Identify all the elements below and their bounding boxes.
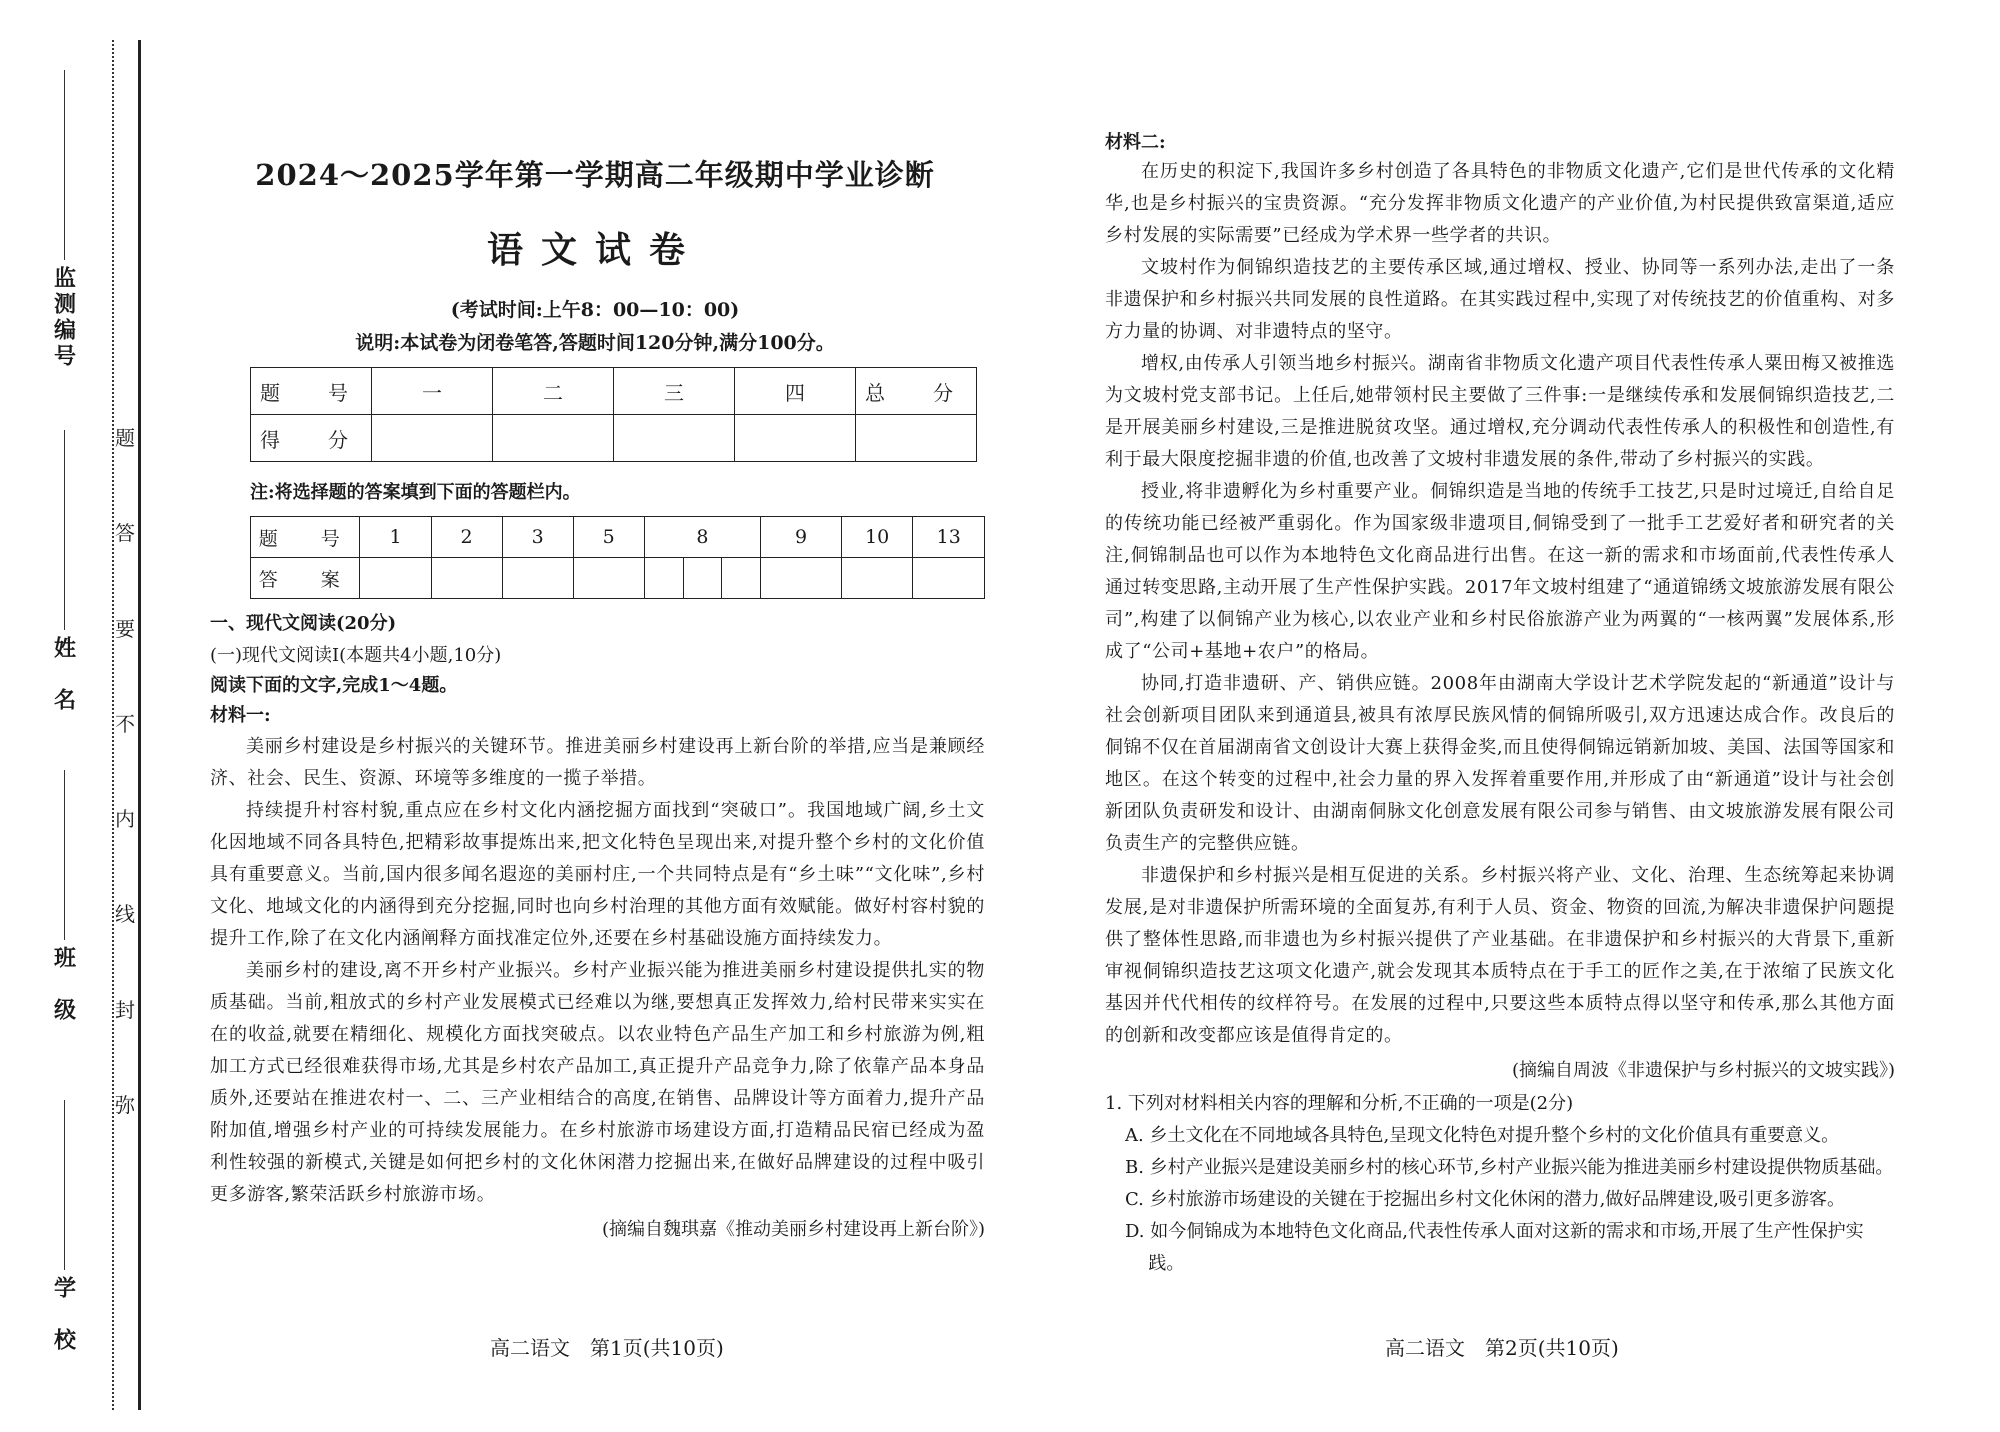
- score-input-cell[interactable]: [856, 415, 977, 462]
- warning-char: 内: [115, 801, 135, 834]
- subsection-heading: (一)现代文阅读Ⅰ(本题共4小题,10分): [210, 645, 502, 666]
- score-input-cell[interactable]: [372, 415, 493, 462]
- field-label: 学 校: [50, 1276, 77, 1354]
- paragraph: 在历史的积淀下,我国许多乡村创造了各具特色的非物质文化遗产,它们是世代传承的文化精华,也是乡村振兴的宝贵资源。“充分发挥非物质文化遗产的产业价值,为村民提供致富渠道,适应乡村发展的实际需要”已经成为学术界一些学者的共识。: [1105, 161, 1895, 246]
- score-input-cell[interactable]: [614, 415, 735, 462]
- field-label: 姓 名: [50, 636, 77, 714]
- question-1: 1. 下列对材料相关内容的理解和分析,不正确的一项是(2分): [1105, 1093, 1574, 1114]
- paragraph: 美丽乡村的建设,离不开乡村产业振兴。乡村产业振兴能为推进美丽乡村建设提供扎实的物质基础。当前,粗放式的乡村产业发展模式已经难以为继,要想真正发挥效力,给村民带来实实在在的收益,就要在精细化、规模化方面找突破点。以农业特色产品生产加工和乡村旅游为例,粗加工方式已经很难获得市场,尤其是乡村农产品加工,真正提升产品竞争力,除了依靠产品本身品质外,还要站在推进农村一、二、三产业相结合的高度,在销售、品牌设计等方面着力,提升产品附加值,增强乡村产业的可持续发展能力。在乡村旅游市场建设方面,打造精品民宿已经成为盈利性较强的新模式,关键是如何把乡村的文化休闲潜力挖掘出来,在做好品牌建设的过程中吸引更多游客,繁荣活跃乡村旅游市场。: [210, 960, 985, 1205]
- table-row: [251, 517, 985, 558]
- table-cell: 10: [841, 517, 912, 558]
- field-name: [44, 430, 84, 714]
- paragraph: 美丽乡村建设是乡村振兴的关键环节。推进美丽乡村建设再上新台阶的举措,应当是兼顾经济、社会、民生、资源、环境等多维度的一揽子举措。: [210, 736, 985, 789]
- material-label: 材料一:: [210, 705, 271, 726]
- section-heading: 一、现代文阅读(20分): [210, 613, 397, 634]
- paragraph: 协同,打造非遗研、产、销供应链。2008年由湖南大学设计艺术学院发起的“新通道”设计与社会创新项目团队来到通道县,被具有浓厚民族风情的侗锦所吸引,双方迅速达成合作。改良后的侗锦不仅在首届湖南省文创设计大赛上获得金奖,而且使得侗锦远销新加坡、美国、法国等国家和地区。在这个转变的过程中,社会力量的界入发挥着重要作用,并形成了由“新通道”设计与社会创新团队负责研发和设计、由湖南侗脉文化创意发展有限公司参与销售、由文坡旅游发展有限公司负责生产的完整供应链。: [1105, 673, 1895, 854]
- page-1: [205, 145, 985, 1241]
- binding-margin: [0, 0, 150, 1432]
- field-label: 监测编号: [50, 266, 77, 370]
- warning-char: 题: [115, 420, 135, 453]
- warning-char: 不: [115, 706, 135, 739]
- table-cell: 13: [913, 517, 985, 558]
- table-cell: 3: [502, 517, 573, 558]
- answer-input-cell[interactable]: [913, 558, 985, 599]
- answer-input-cell[interactable]: [360, 558, 431, 599]
- exam-time: (考试时间:上午8：00—10：00): [450, 299, 740, 321]
- instruction: 阅读下面的文字,完成1～4题。: [210, 675, 458, 696]
- table-cell: 二: [493, 368, 614, 415]
- source-citation: (摘编自周波《非遗保护与乡村振兴的文坡实践》): [1511, 1060, 1895, 1081]
- table-cell: 8: [644, 517, 760, 558]
- answer-input-cell[interactable]: [841, 558, 912, 599]
- answer-table: [250, 516, 985, 599]
- field-school: [44, 1100, 84, 1354]
- option-a: A. 乡土文化在不同地域各具特色,呈现文化特色对提升整个乡村的文化价值具有重要意义。: [1125, 1125, 1840, 1146]
- warning-char: 答: [115, 515, 135, 548]
- answer-input-cell[interactable]: [761, 558, 842, 599]
- table-cell: 5: [573, 517, 644, 558]
- paragraph: 非遗保护和乡村振兴是相互促进的关系。乡村振兴将产业、文化、治理、生态统筹起来协调发展,是对非遗保护所需环境的全面复苏,有利于人员、资金、物资的回流,为解决非遗保护问题提供了整体性思路,而非遗也为乡村振兴提供了产业基础。在非遗保护和乡村振兴的大背景下,重新审视侗锦织造技艺这项文化遗产,就会发现其本质特点在于手工的匠作之美,在于浓缩了民族文化基因并代代相传的纹样符号。在发展的过程中,只要这些本质特点得以坚守和传承,那么其他方面的创新和改变都应该是值得肯定的。: [1105, 865, 1895, 1046]
- table-cell: 四: [735, 368, 856, 415]
- score-table: [250, 367, 977, 462]
- option-c: C. 乡村旅游市场建设的关键在于挖掘出乡村文化休闲的潜力,做好品牌建设,吸引更多游客。: [1125, 1189, 1846, 1210]
- table-cell: 得 分: [251, 415, 372, 462]
- table-cell: 1: [360, 517, 431, 558]
- paragraph: 增权,由传承人引领当地乡村振兴。湖南省非物质文化遗产项目代表性传承人粟田梅又被推选为文坡村党支部书记。上任后,她带领村民主要做了三件事:一是继续传承和发展侗锦织造技艺,二是开展美丽乡村建设,三是推进脱贫攻坚。通过增权,充分调动代表性传承人的积极性和创造性,有利于最大限度挖掘非遗的价值,也改善了文坡村非遗发展的条件,带动了乡村振兴的实践。: [1105, 353, 1895, 470]
- table-cell: 题 号: [251, 368, 372, 415]
- answer-note: 注:将选择题的答案填到下面的答题栏内。: [250, 482, 581, 503]
- table-cell: 一: [372, 368, 493, 415]
- exam-title: 2024～2025学年第一学期高二年级期中学业诊断: [255, 158, 935, 192]
- option-b: B. 乡村产业振兴是建设美丽乡村的核心环节,乡村产业振兴能为推进美丽乡村建设提供物质基础。: [1125, 1157, 1894, 1178]
- option-d: D. 如今侗锦成为本地特色文化商品,代表性传承人面对这新的需求和市场,开展了生产性保护实践。: [1125, 1221, 1864, 1274]
- field-class: [44, 770, 84, 1024]
- score-input-cell[interactable]: [493, 415, 614, 462]
- table-row: [251, 415, 977, 462]
- answer-input-cell[interactable]: [644, 558, 683, 599]
- source-citation: (摘编自魏琪嘉《推动美丽乡村建设再上新台阶》): [601, 1219, 985, 1240]
- table-cell: 总 分: [856, 368, 977, 415]
- answer-input-cell[interactable]: [683, 558, 722, 599]
- table-cell: 答 案: [251, 558, 360, 599]
- subject-title: 语文试卷: [486, 229, 703, 271]
- page-2: [1105, 128, 1895, 1280]
- answer-input-cell[interactable]: [722, 558, 761, 599]
- table-cell: 9: [761, 517, 842, 558]
- field-label: 班 级: [50, 946, 77, 1024]
- warning-char: 封: [115, 992, 135, 1025]
- answer-input-cell[interactable]: [573, 558, 644, 599]
- table-cell: 2: [431, 517, 502, 558]
- material-1-body: [210, 731, 985, 1211]
- warning-char: 要: [115, 611, 135, 644]
- score-input-cell[interactable]: [735, 415, 856, 462]
- seal-solid-line: [138, 40, 141, 1410]
- material-label: 材料二:: [1105, 132, 1166, 153]
- warning-char: 线: [115, 896, 135, 929]
- field-monitor-number: [44, 70, 84, 370]
- page-footer: 高二语文 第1页(共10页): [490, 1336, 724, 1360]
- table-cell: 三: [614, 368, 735, 415]
- paragraph: 授业,将非遗孵化为乡村重要产业。侗锦织造是当地的传统手工技艺,只是时过境迁,自给自足的传统功能已经被严重弱化。作为国家级非遗项目,侗锦受到了一批手工艺爱好者和研究者的关注,侗锦制品也可以作为本地特色文化商品进行出售。在这一新的需求和市场面前,代表性传承人通过转变思路,主动开展了生产性保护实践。2017年文坡村组建了“通道锦绣文坡旅游发展有限公司”,构建了以侗锦产业为核心,以农业产业和乡村民俗旅游产业为两翼的“一核两翼”发展体系,形成了“公司+基地+农户”的格局。: [1105, 481, 1895, 662]
- seal-warning: [112, 420, 138, 1120]
- paragraph: 持续提升村容村貌,重点应在乡村文化内涵挖掘方面找到“突破口”。我国地域广阔,乡土文化因地域不同各具特色,把精彩故事提炼出来,把文化特色呈现出来,对提升整个乡村的文化价值具有重要意义。当前,国内很多闻名遐迩的美丽村庄,一个共同特点是有“乡土味”“文化味”,乡村文化、地域文化的内涵得到充分挖掘,同时也向乡村治理的其他方面有效赋能。做好村容村貌的提升工作,除了在文化内涵阐释方面找准定位外,还要在乡村基础设施方面持续发力。: [210, 800, 985, 949]
- paragraph: 文坡村作为侗锦织造技艺的主要传承区域,通过增权、授业、协同等一系列办法,走出了一条非遗保护和乡村振兴共同发展的良性道路。在其实践过程中,实现了对传统技艺的价值重构、对多方力量的协调、对非遗特点的坚守。: [1105, 257, 1895, 342]
- page-footer: 高二语文 第2页(共10页): [1385, 1336, 1619, 1360]
- answer-input-cell[interactable]: [431, 558, 502, 599]
- answer-input-cell[interactable]: [502, 558, 573, 599]
- exam-note: 说明:本试卷为闭卷笔答,答题时间120分钟,满分100分。: [355, 332, 835, 354]
- table-cell: 题 号: [251, 517, 360, 558]
- warning-char: 弥: [115, 1087, 135, 1120]
- table-row: [251, 558, 985, 599]
- table-row: [251, 368, 977, 415]
